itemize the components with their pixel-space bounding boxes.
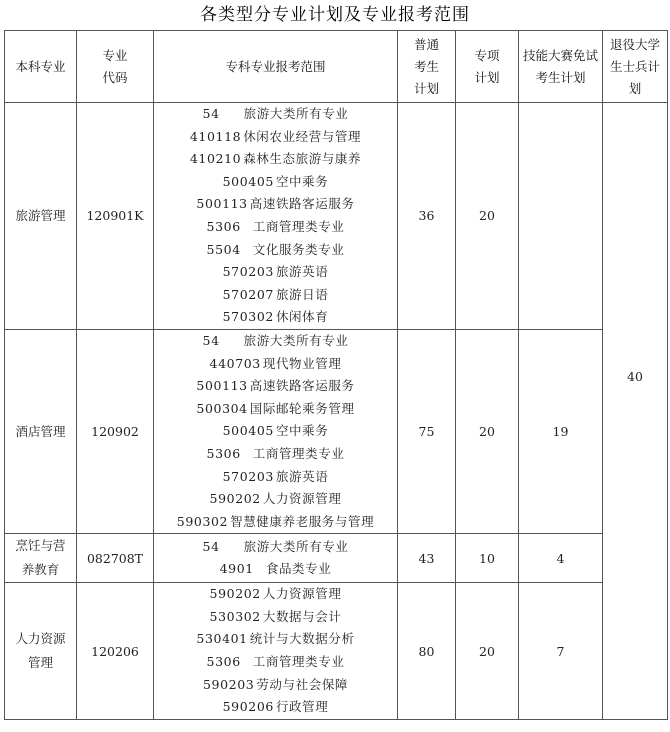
major-name: 旅游管理 — [15, 207, 66, 223]
cell-special: 20 — [456, 103, 519, 330]
range-item-code: 5504 — [206, 241, 241, 257]
range-item-name: 工商管理类专业 — [252, 654, 345, 670]
range-item-code: 590302 — [176, 513, 229, 529]
range-item-code: 5306 — [206, 654, 241, 670]
range-item-name: 旅游日语 — [275, 286, 329, 302]
range-item — [154, 443, 397, 466]
range-item — [154, 536, 397, 559]
range-item-code: 530401 — [196, 631, 248, 647]
major-name: 人力资源管理 — [15, 631, 66, 671]
cell-general: 75 — [398, 329, 456, 533]
cell-range — [154, 583, 398, 720]
cell-skill: 19 — [519, 329, 603, 533]
range-item-name: 旅游英语 — [275, 468, 329, 484]
range-item-code: 590202 — [209, 491, 261, 507]
range-item-name: 高速铁路客运服务 — [249, 378, 355, 394]
cell-skill — [519, 103, 603, 330]
range-item-code: 5306 — [206, 445, 241, 461]
range-item — [154, 103, 397, 126]
header-veteran-label: 退役大学生士兵计划 — [610, 36, 661, 96]
range-item-code: 500113 — [196, 196, 248, 212]
table-row — [5, 583, 668, 720]
range-item-name: 旅游大类所有专业 — [243, 538, 349, 554]
range-item — [154, 126, 397, 149]
range-item-name: 旅游英语 — [275, 264, 329, 280]
cell-major-code: 120901K — [77, 103, 154, 330]
range-item-name: 工商管理类专业 — [252, 445, 345, 461]
range-item-code: 54 — [202, 106, 220, 121]
cell-major — [5, 103, 77, 330]
table-row — [5, 103, 668, 330]
header-special-label: 专项计划 — [474, 47, 500, 85]
header-range-label: 专科专业报考范围 — [225, 58, 326, 74]
cell-general: 80 — [398, 583, 456, 720]
range-item-code: 570203 — [222, 468, 274, 484]
range-item-name: 人力资源管理 — [262, 586, 342, 602]
page-title: 各类型分专业计划及专业报考范围 — [200, 5, 470, 25]
cell-major — [5, 583, 77, 720]
range-item — [154, 696, 397, 719]
cell-major-code: 082708T — [77, 534, 154, 583]
range-item-name: 行政管理 — [275, 699, 329, 715]
cell-major-code: 120902 — [77, 329, 154, 533]
range-item — [154, 193, 397, 216]
range-item-code: 440703 — [209, 355, 261, 371]
range-item — [154, 651, 397, 674]
cell-general: 43 — [398, 534, 456, 583]
range-item-name: 劳动与社会保障 — [256, 676, 349, 692]
range-item — [154, 398, 397, 421]
header-major-label: 本科专业 — [15, 58, 66, 74]
range-item — [154, 261, 397, 284]
range-item-code: 590206 — [222, 699, 274, 715]
range-item — [154, 558, 397, 581]
cell-range — [154, 329, 398, 533]
range-item — [154, 466, 397, 489]
table-row — [5, 534, 668, 583]
range-item-name: 现代物业管理 — [262, 355, 342, 371]
cell-general: 36 — [398, 103, 456, 330]
range-item-name: 国际邮轮乘务管理 — [249, 400, 355, 416]
range-item — [154, 583, 397, 606]
range-item-code: 590202 — [209, 586, 261, 602]
range-item — [154, 606, 397, 629]
range-item-name: 旅游大类所有专业 — [243, 332, 349, 348]
cell-range — [154, 103, 398, 330]
range-item-code: 570302 — [222, 309, 274, 325]
header-veteran — [603, 31, 668, 103]
range-item — [154, 148, 397, 171]
cell-special: 20 — [456, 329, 519, 533]
range-item — [154, 239, 397, 262]
range-item-code: 500405 — [222, 423, 274, 439]
major-name: 烹饪与营养教育 — [15, 538, 66, 578]
header-special — [456, 31, 519, 103]
range-item — [154, 171, 397, 194]
range-item-name: 工商管理类专业 — [252, 218, 345, 234]
range-item-code: 570207 — [222, 286, 274, 302]
range-item-name: 大数据与会计 — [262, 608, 342, 624]
range-item-code: 590203 — [202, 676, 255, 692]
range-item-code: 410210 — [189, 151, 242, 167]
range-item-code: 410118 — [189, 128, 242, 144]
range-item-name: 休闲体育 — [275, 309, 329, 325]
range-item-name: 旅游大类所有专业 — [243, 106, 349, 121]
header-major — [5, 31, 77, 103]
header-skill-label: 技能大赛免试考生计划 — [522, 47, 598, 85]
range-item-code: 4901 — [219, 561, 254, 577]
header-code-label: 专业代码 — [102, 47, 128, 85]
range-item — [154, 628, 397, 651]
range-item — [154, 488, 397, 511]
header-general — [398, 31, 456, 103]
table-row — [5, 329, 668, 533]
range-item-name: 森林生态旅游与康养 — [243, 151, 362, 167]
cell-skill: 4 — [519, 534, 603, 583]
range-item — [154, 353, 397, 376]
range-item-code: 570203 — [222, 264, 274, 280]
cell-range — [154, 534, 398, 583]
cell-special: 10 — [456, 534, 519, 583]
range-item-name: 空中乘务 — [275, 423, 329, 439]
cell-veteran-total: 40 — [603, 103, 668, 720]
cell-major — [5, 534, 77, 583]
header-skill — [519, 31, 603, 103]
range-item-code: 500113 — [196, 378, 248, 394]
range-item — [154, 511, 397, 534]
range-item — [154, 375, 397, 398]
range-item-name: 文化服务类专业 — [252, 241, 345, 257]
header-range — [154, 31, 398, 103]
cell-special: 20 — [456, 583, 519, 720]
range-item-name: 空中乘务 — [275, 173, 329, 189]
header-general-label: 普通考生计划 — [413, 36, 439, 96]
header-code — [77, 31, 154, 103]
range-item — [154, 284, 397, 307]
range-item-code: 500405 — [222, 173, 274, 189]
range-item-name: 统计与大数据分析 — [249, 631, 355, 647]
range-item-code: 5306 — [206, 218, 241, 234]
cell-skill: 7 — [519, 583, 603, 720]
plan-table — [4, 30, 668, 720]
header-row — [5, 31, 668, 103]
range-item — [154, 306, 397, 329]
range-item-code: 530302 — [209, 608, 261, 624]
range-item — [154, 330, 397, 353]
range-item-name: 食品类专业 — [265, 561, 332, 577]
range-item-code: 54 — [202, 332, 220, 348]
range-item — [154, 216, 397, 239]
range-item-name: 休闲农业经营与管理 — [243, 128, 362, 144]
cell-major-code: 120206 — [77, 583, 154, 720]
range-item-name: 人力资源管理 — [262, 491, 342, 507]
range-item-code: 54 — [202, 538, 220, 554]
major-name: 酒店管理 — [15, 423, 66, 439]
range-item-name: 智慧健康养老服务与管理 — [230, 513, 375, 529]
cell-major — [5, 329, 77, 533]
range-item-name: 高速铁路客运服务 — [249, 196, 355, 212]
range-item — [154, 674, 397, 697]
range-item-code: 500304 — [196, 400, 248, 416]
range-item — [154, 420, 397, 443]
